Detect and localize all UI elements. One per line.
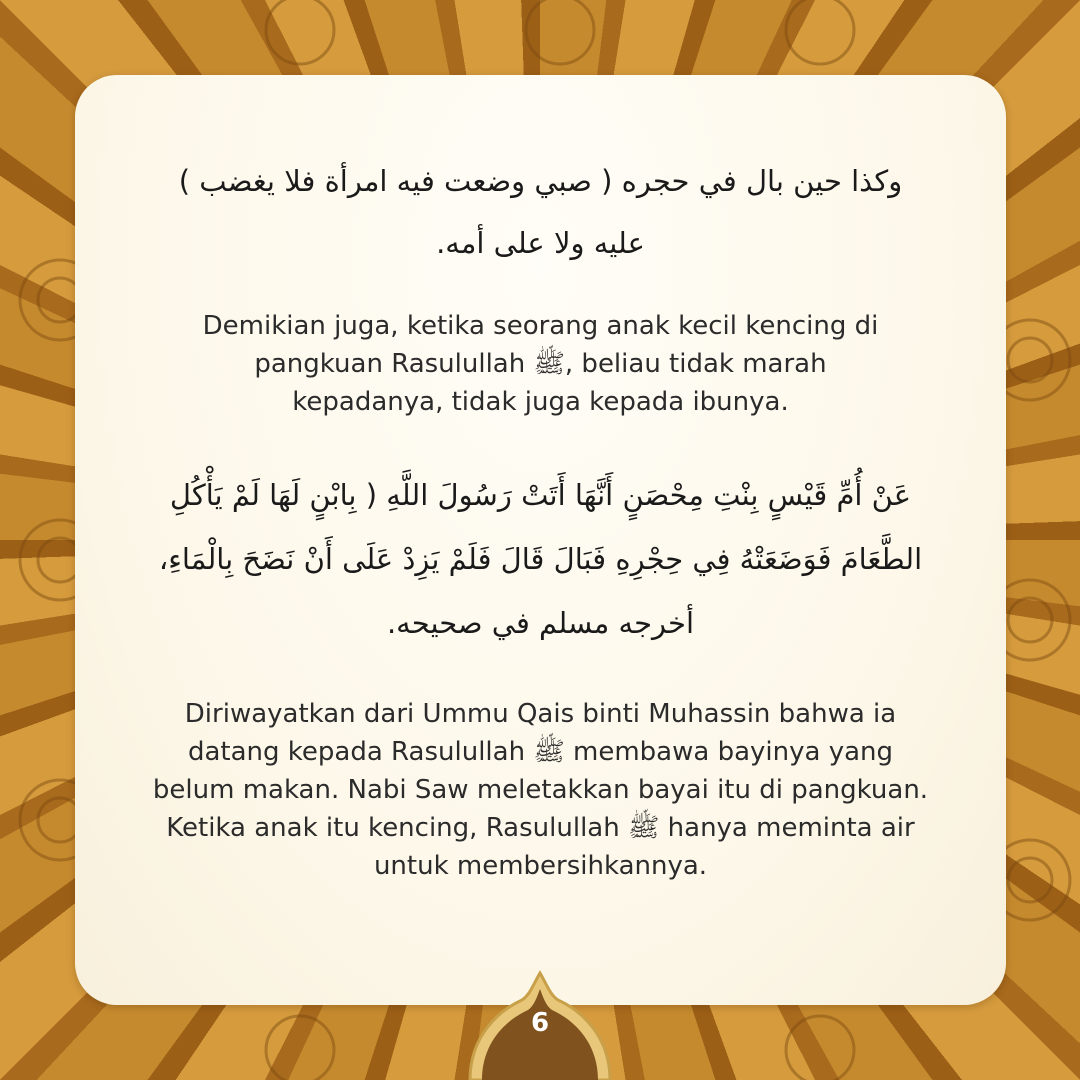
arabic-intro-text: وكذا حين بال في حجره ( صبي وضعت فيه امرأة فلا يغضب ) عليه ولا على أمه. bbox=[178, 164, 903, 260]
intro-translation-text: Demikian juga, ketika seorang anak kecil kencing di pangkuan Rasulullah ﷺ, beliau tidak marah kepadanya, tidak juga kepada ibunya. bbox=[202, 311, 879, 417]
page-number: 6 bbox=[530, 1008, 550, 1038]
arabic-hadith-text: عَنْ أُمِّ قَيْسٍ بِنْتِ مِحْصَنٍ أَنَّهَا أَتَتْ رَسُولَ اللَّهِ ( بِابْنٍ لَهَا لَمْ يَأْكُلِ الطَّعَامَ فَوَضَعَتْهُ فِي حِجْرِهِ فَبَالَ قَالَ فَلَمْ يَزِدْ عَلَى أَنْ نَضَحَ بِالْمَاءِ، أخرجه مسلم في صحيحه. bbox=[158, 478, 923, 640]
content-card bbox=[75, 75, 1006, 1005]
hadith-translation-text: Diriwayatkan dari Ummu Qais binti Muhassin bahwa ia datang kepada Rasulullah ﷺ membawa bayinya yang belum makan. Nabi Saw meletakkan bayai itu di pangkuan. Ketika anak itu kencing, Rasulullah ﷺ hanya meminta air untuk membersihkannya. bbox=[152, 699, 929, 881]
